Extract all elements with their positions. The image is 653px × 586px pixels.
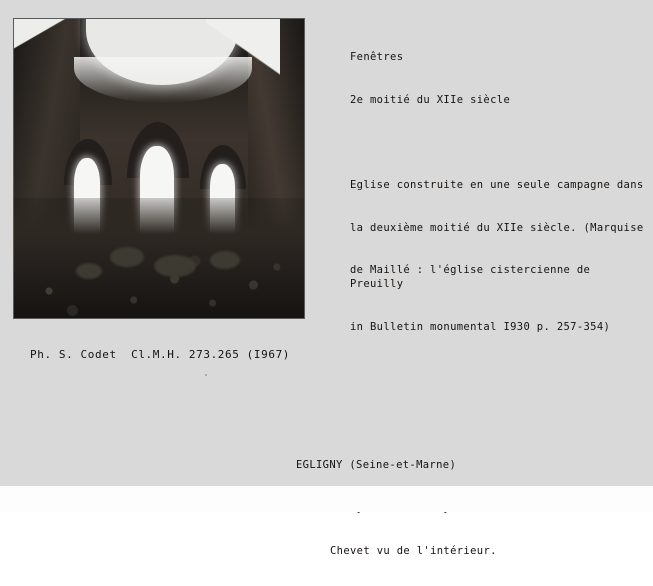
- vegetation-clump: [110, 247, 144, 267]
- rubble-texture: [14, 168, 305, 318]
- photo-credit-caption: Ph. S. Codet Cl.M.H. 273.265 (I967): [30, 348, 291, 361]
- notes-body-line-4: in Bulletin monumental I930 p. 257-354): [350, 321, 611, 334]
- notes-paragraph-gap: [350, 136, 646, 150]
- vegetation-clump: [210, 251, 240, 269]
- notes-body-line-1: Eglise construite en une seule campagne dans: [350, 179, 644, 192]
- notes-heading-line-2: 2e moitié du XIIe siècle: [350, 94, 511, 107]
- notes-block: [350, 22, 646, 363]
- caption-commune: EGLIGNY (Seine-et-Marne): [296, 459, 457, 472]
- notes-body-line-2: la deuxième moitié du XIIe siècle. (Marquise: [350, 221, 644, 234]
- broken-wall-edge-left: [14, 19, 74, 115]
- paper-speck: [205, 374, 207, 376]
- notes-heading-line-1: Fenêtres: [350, 51, 404, 64]
- broken-wall-edge-right: [206, 19, 280, 149]
- caption-view: Chevet vu de l'intérieur.: [330, 544, 497, 557]
- vegetation-clump: [154, 255, 196, 277]
- photograph-block: [13, 18, 305, 361]
- notes-body-line-3: de Maillé : l'église cistercienne de Preuilly: [350, 264, 597, 291]
- vegetation-clump: [76, 263, 102, 279]
- card-bottom-margin: [0, 486, 653, 512]
- photograph: [13, 18, 305, 319]
